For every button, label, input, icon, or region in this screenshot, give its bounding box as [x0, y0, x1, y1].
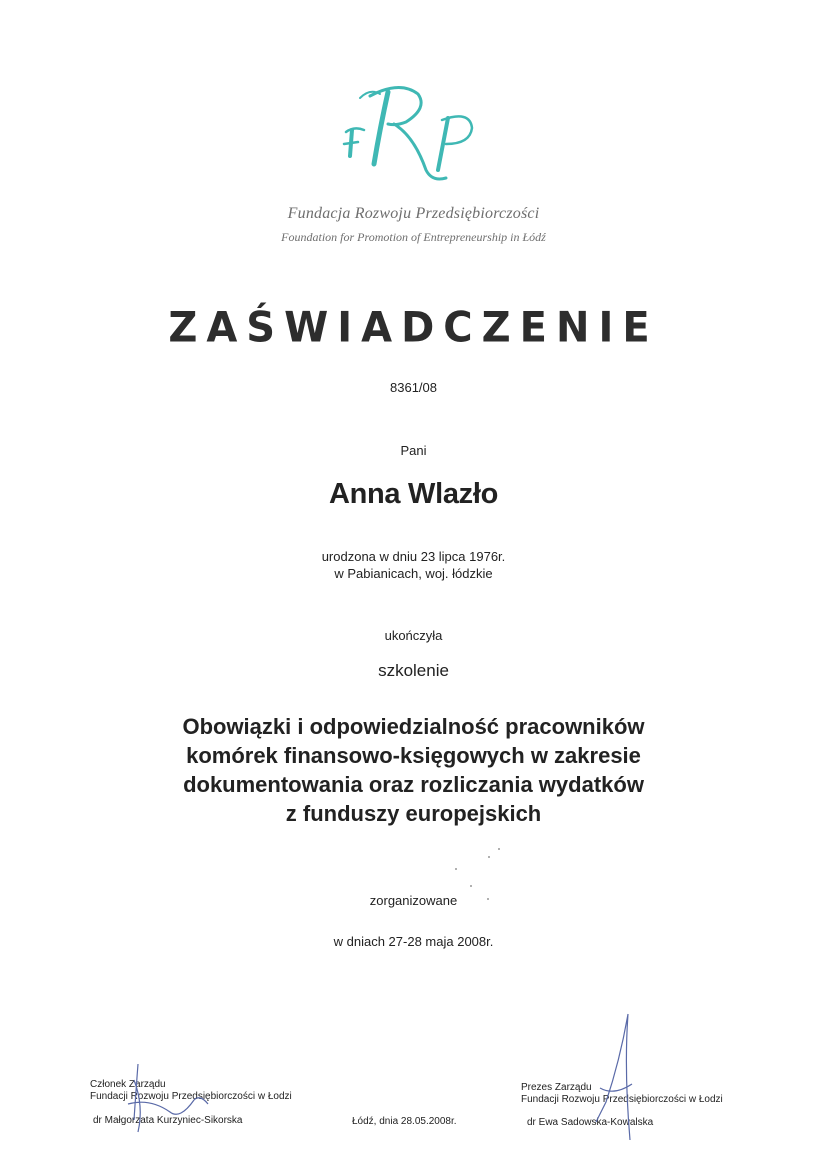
signature-left-role: Członek Zarządu	[90, 1079, 166, 1090]
signature-left-name: dr Małgorzata Kurzyniec-Sikorska	[93, 1115, 243, 1126]
handwritten-signature-right	[560, 1010, 670, 1150]
course-title-line: z funduszy europejskich	[285, 801, 542, 826]
course-dates: w dniach 27-28 maja 2008r.	[333, 934, 494, 949]
speck	[470, 885, 472, 887]
course-title-line: Obowiązki i odpowiedzialność pracowników	[182, 714, 645, 739]
organized-label: zorganizowane	[369, 893, 458, 908]
signature-right-name: dr Ewa Sadowska-Kowalska	[527, 1117, 654, 1128]
training-type: szkolenie	[378, 661, 449, 680]
place-and-date: Łódź, dnia 28.05.2008r.	[352, 1116, 457, 1127]
birth-date-line: urodzona w dniu 23 lipca 1976r.	[321, 549, 506, 564]
signature-right-role: Prezes Zarządu	[521, 1082, 592, 1093]
signature-right-org: Fundacji Rozwoju Przedsiębiorczości w Łodzi	[521, 1094, 723, 1105]
course-title-line: komórek finansowo-księgowych w zakresie	[186, 743, 641, 768]
frp-logo	[330, 78, 490, 188]
speck	[488, 856, 490, 858]
course-title-line: dokumentowania oraz rozliczania wydatków	[183, 772, 644, 797]
certificate-number: 8361/08	[390, 380, 437, 395]
handwritten-signature-left	[110, 1060, 220, 1140]
organization-name-pl: Fundacja Rozwoju Przedsiębiorczości	[287, 205, 540, 222]
course-title	[0, 712, 827, 828]
salutation: Pani	[400, 443, 427, 458]
speck	[455, 868, 457, 870]
certificate-title: ZAŚWIADCZENIE	[168, 303, 659, 353]
signature-left-org: Fundacji Rozwoju Przedsiębiorczości w Łodzi	[90, 1091, 292, 1102]
organization-name-en: Foundation for Promotion of Entrepreneurship in Łódź	[281, 230, 546, 244]
birth-place-line: w Pabianicach, woj. łódzkie	[334, 566, 493, 581]
completed-label: ukończyła	[384, 628, 443, 643]
speck	[498, 848, 500, 850]
speck	[487, 898, 489, 900]
recipient-name: Anna Wlazło	[328, 478, 499, 510]
